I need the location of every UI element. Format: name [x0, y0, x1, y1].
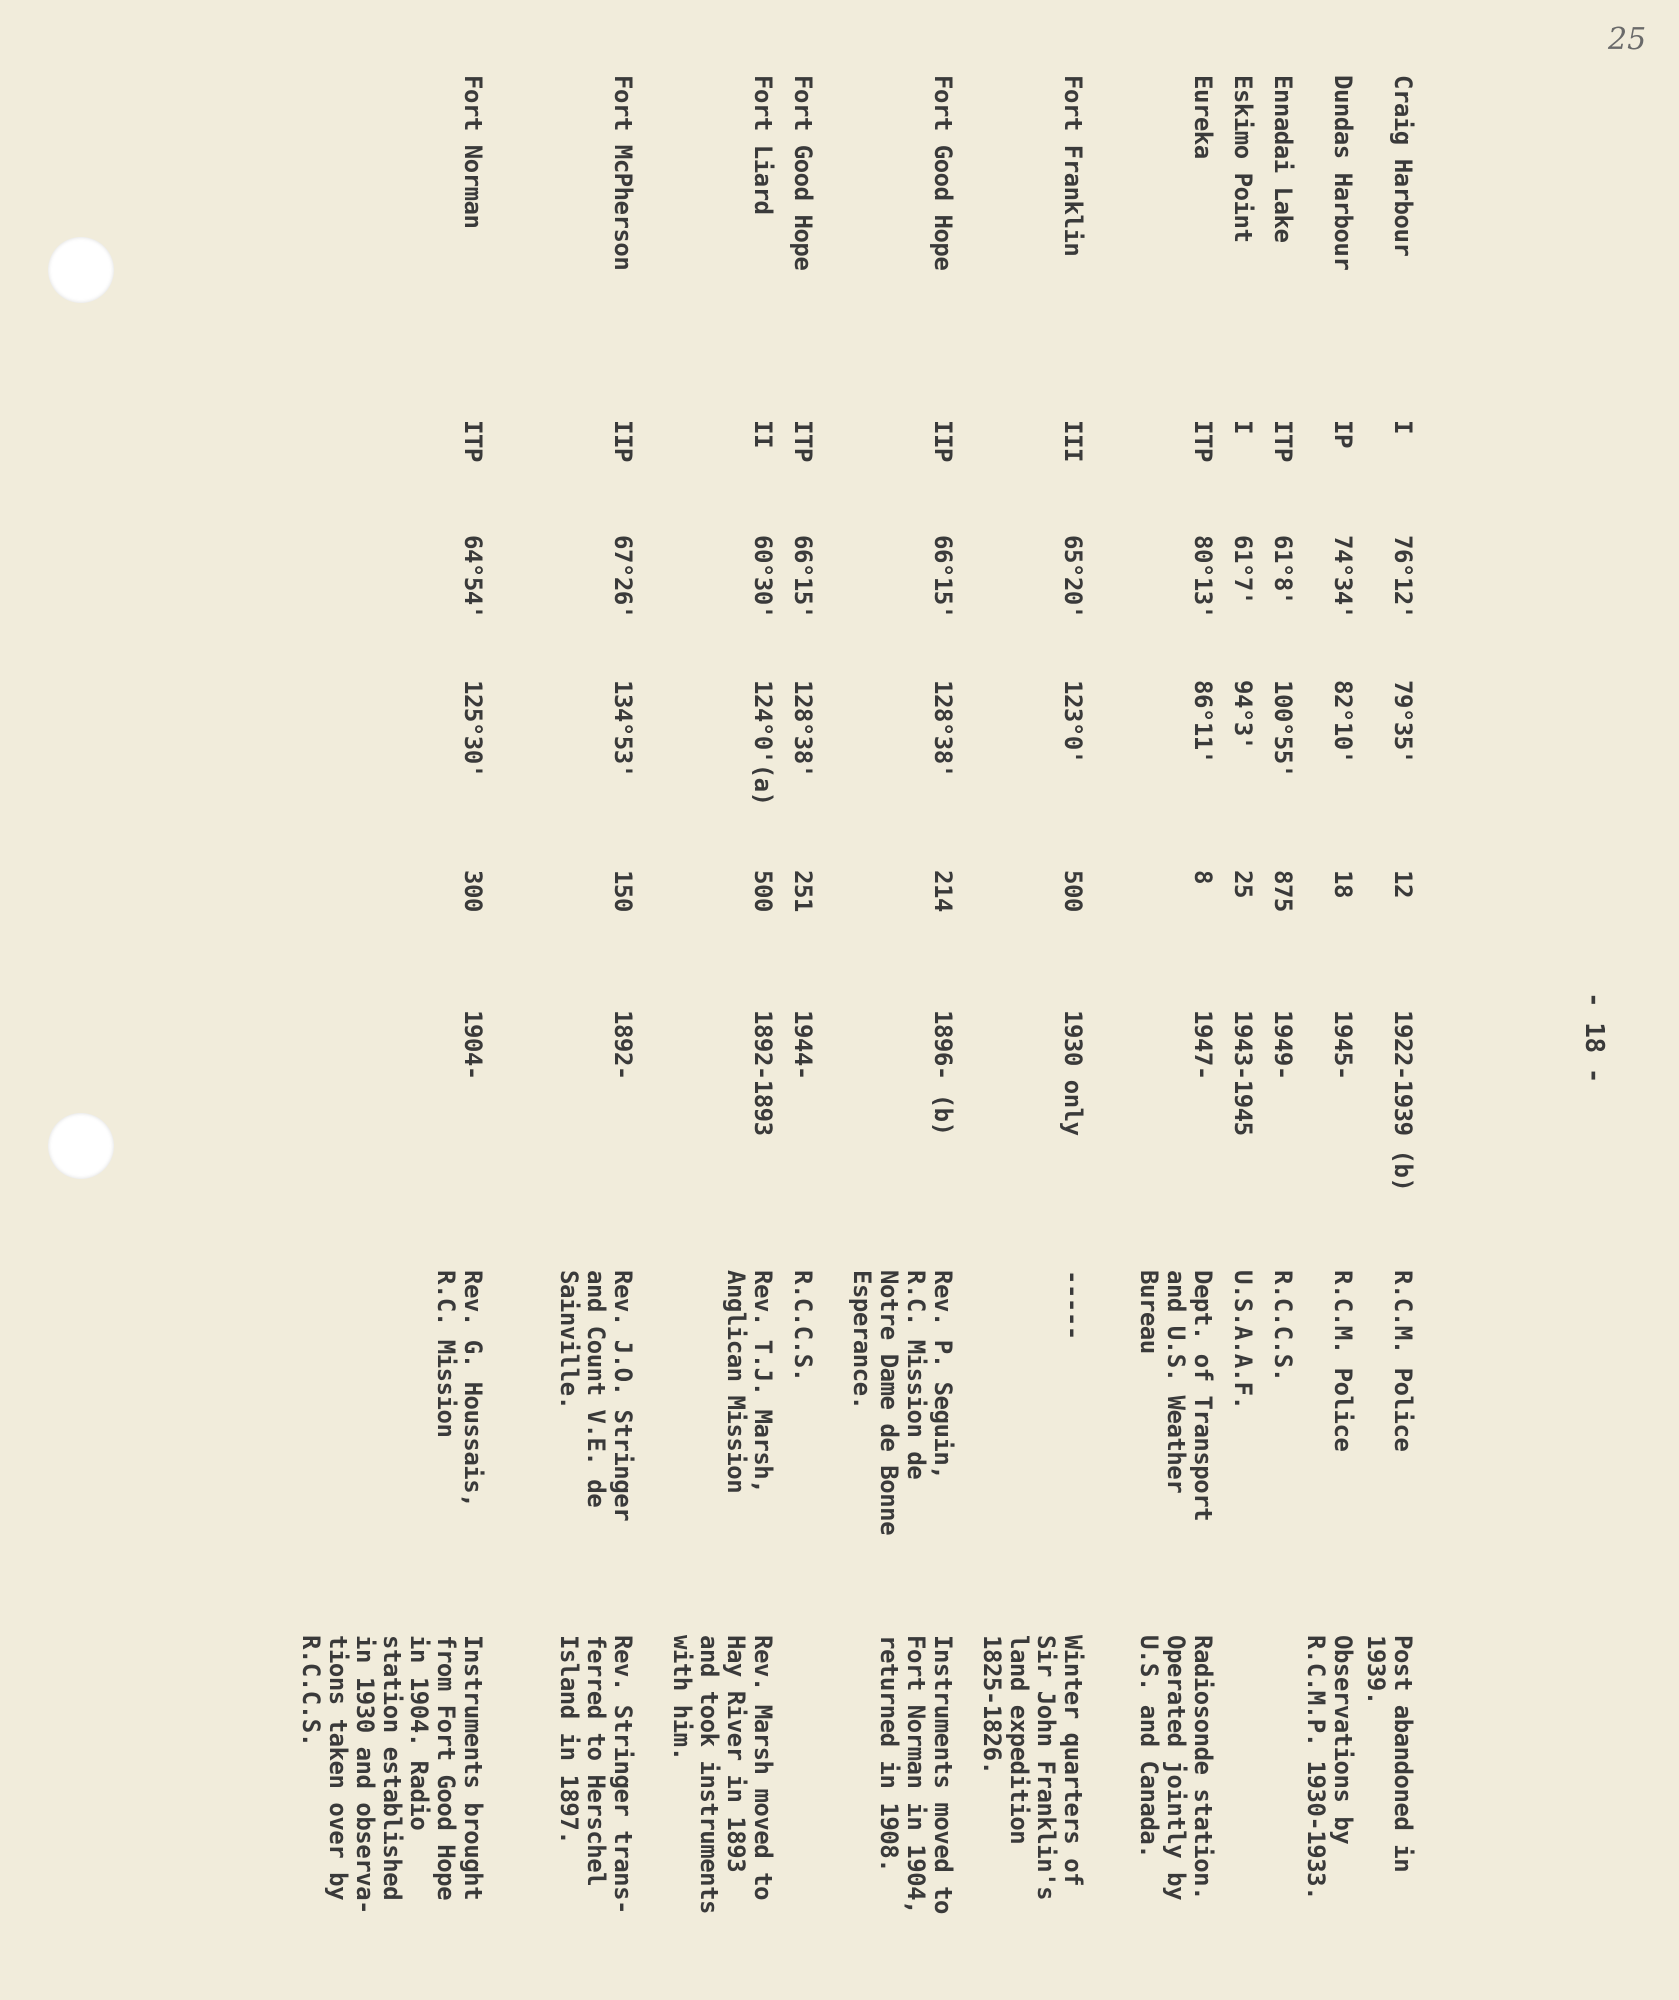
remarks: Observations by R.C.M.P. 1930-1933.	[1302, 1635, 1357, 1901]
observer: R.C.C.S.	[789, 1270, 817, 1382]
station-name: Ennadai Lake	[1269, 75, 1297, 243]
station-class: II	[749, 420, 777, 448]
longitude: 125°30'	[459, 680, 487, 778]
record-years: 1892-1893	[749, 1010, 777, 1136]
observer: R.C.C.S.	[1269, 1270, 1297, 1382]
elevation: 8	[1189, 870, 1217, 884]
remarks: Instruments moved to Fort Norman in 1904, returned in 1908.	[875, 1635, 957, 1914]
longitude: 128°38'	[789, 680, 817, 778]
station-class: III	[1059, 420, 1087, 462]
elevation: 18	[1329, 870, 1357, 898]
latitude: 80°13'	[1189, 535, 1217, 619]
longitude: 100°55'	[1269, 680, 1297, 778]
elevation: 500	[1059, 870, 1087, 912]
station-class: IIP	[929, 420, 957, 462]
station-class: IIP	[609, 420, 637, 462]
elevation: 300	[459, 870, 487, 912]
station-class: IP	[1329, 420, 1357, 448]
longitude: 79°35'	[1389, 680, 1417, 764]
longitude: 128°38'	[929, 680, 957, 778]
latitude: 64°54'	[459, 535, 487, 619]
longitude: 86°11'	[1189, 680, 1217, 764]
remarks: Instruments brought from Fort Good Hope in 1904. Radio station established in 1930 and observa- tions taken over by R.C.C.S.	[297, 1635, 487, 1914]
latitude: 76°12'	[1389, 535, 1417, 619]
latitude: 67°26'	[609, 535, 637, 619]
elevation: 25	[1229, 870, 1257, 898]
record-years: 1930 only	[1059, 1010, 1087, 1136]
record-years: 1896- (b)	[929, 1010, 957, 1136]
observer: R.C.M. Police	[1389, 1270, 1417, 1452]
station-class: I	[1229, 420, 1257, 434]
record-years: 1892-	[609, 1010, 637, 1080]
longitude: 123°0'	[1059, 680, 1087, 764]
station-name: Fort McPherson	[609, 75, 637, 271]
record-years: 1949-	[1269, 1010, 1297, 1080]
observer: Rev. G. Houssais, R.C. Mission	[432, 1270, 487, 1508]
record-years: 1944-	[789, 1010, 817, 1080]
latitude: 60°30'	[749, 535, 777, 619]
elevation: 214	[929, 870, 957, 912]
remarks: Rev. Stringer trans- ferred to Herschel Island in 1897.	[555, 1635, 637, 1914]
station-name: Fort Franklin	[1059, 75, 1087, 257]
elevation: 500	[749, 870, 777, 912]
station-name: Dundas Harbour	[1329, 75, 1357, 271]
latitude: 65°20'	[1059, 535, 1087, 619]
longitude: 134°53'	[609, 680, 637, 778]
latitude: 74°34'	[1329, 535, 1357, 619]
observer: R.C.M. Police	[1329, 1270, 1357, 1452]
remarks: Post abandoned in 1939.	[1362, 1635, 1417, 1873]
elevation: 12	[1389, 870, 1417, 898]
record-years: 1922-1939 (b)	[1389, 1010, 1417, 1192]
station-name: Fort Liard	[749, 75, 777, 215]
observer: -----	[1059, 1270, 1087, 1340]
elevation: 251	[789, 870, 817, 912]
elevation: 150	[609, 870, 637, 912]
remarks: Winter quarters of Sir John Franklin's land expedition 1825-1826.	[978, 1635, 1087, 1901]
observer: Rev. P. Seguin, R.C. Mission de Notre Dame de Bonne Esperance.	[848, 1270, 957, 1536]
remarks: Rev. Marsh moved to Hay River in 1893 and took instruments with him.	[668, 1635, 777, 1914]
station-name: Fort Good Hope	[929, 75, 957, 271]
station-class: ITP	[1189, 420, 1217, 462]
record-years: 1945-	[1329, 1010, 1357, 1080]
record-years: 1947-	[1189, 1010, 1217, 1080]
handwritten-page-number: 25	[1608, 22, 1647, 57]
station-class: ITP	[459, 420, 487, 462]
station-name: Eskimo Point	[1229, 75, 1257, 243]
station-class: ITP	[1269, 420, 1297, 462]
longitude: 94°3'	[1229, 680, 1257, 750]
observer: Rev. T.J. Marsh, Anglican Mission	[722, 1270, 777, 1494]
station-name: Craig Harbour	[1389, 75, 1417, 257]
page-number: - 18 -	[1579, 992, 1609, 1083]
station-class: ITP	[789, 420, 817, 462]
station-class: I	[1389, 420, 1417, 434]
longitude: 82°10'	[1329, 680, 1357, 764]
latitude: 66°15'	[789, 535, 817, 619]
record-years: 1904-	[459, 1010, 487, 1080]
remarks: Radiosonde station. Operated jointly by U.S. and Canada.	[1135, 1635, 1217, 1901]
station-name: Eureka	[1189, 75, 1217, 159]
observer: Dept. of Transport and U.S. Weather Bureau	[1135, 1270, 1217, 1522]
station-name: Fort Good Hope	[789, 75, 817, 271]
latitude: 61°8'	[1269, 535, 1297, 605]
longitude: 124°0'(a)	[749, 680, 777, 806]
latitude: 61°7'	[1229, 535, 1257, 605]
record-years: 1943-1945	[1229, 1010, 1257, 1136]
observer: U.S.A.A.F.	[1229, 1270, 1257, 1410]
latitude: 66°15'	[929, 535, 957, 619]
station-name: Fort Norman	[459, 75, 487, 229]
observer: Rev. J.O. Stringer and Count V.E. de Sainville.	[555, 1270, 637, 1522]
elevation: 875	[1269, 870, 1297, 912]
